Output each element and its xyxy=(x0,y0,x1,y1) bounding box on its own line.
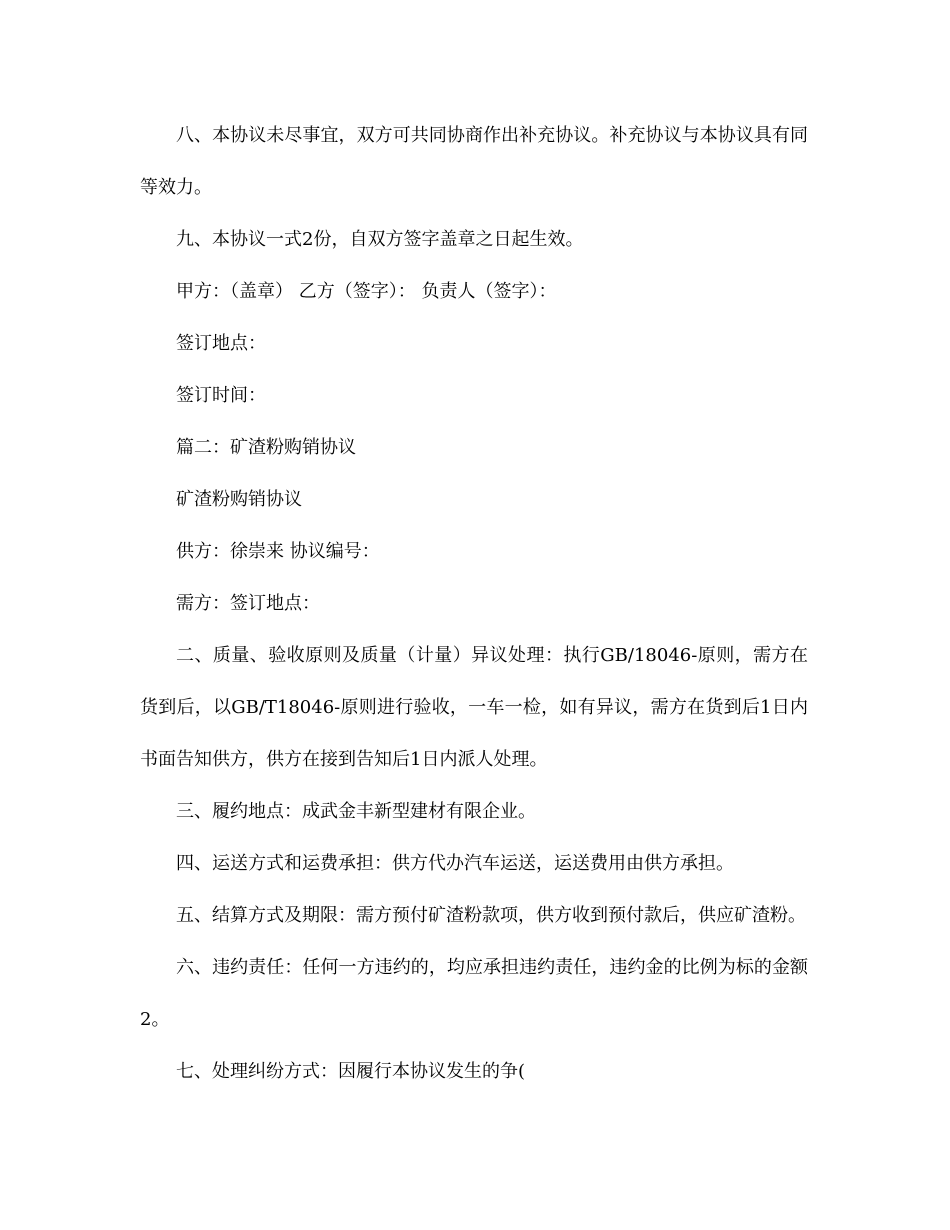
clause-six-paragraph: 六、违约责任：任何一方违约的，均应承担违约责任，违约金的比例为标的金额2。 xyxy=(140,957,808,1030)
clause-seven-paragraph: 七、处理纠纷方式：因履行本协议发生的争( xyxy=(176,1061,526,1082)
clause-three-paragraph: 三、履约地点：成武金丰新型建材有限企业。 xyxy=(176,801,536,822)
signing-time-line: 签订时间： xyxy=(176,385,266,406)
document-page xyxy=(140,110,808,1098)
clause-nine-paragraph: 九、本协议一式2份，自双方签字盖章之日起生效。 xyxy=(176,229,584,250)
signature-line: 甲方：（盖章） 乙方（签字）： 负责人（签字）： xyxy=(176,281,557,302)
clause-four-paragraph: 四、运送方式和运费承担：供方代办汽车运送，运送费用由供方承担。 xyxy=(176,853,734,874)
clause-two-paragraph: 二、质量、验收原则及质量（计量）异议处理：执行GB/18046-原则，需方在货到后，以GB/T18046-原则进行验收，一车一检，如有异议，需方在货到后1日内书面告知供方，供方在接到告知后1日内派人处理。 xyxy=(140,645,808,770)
clause-eight-paragraph: 八、本协议未尽事宜，双方可共同协商作出补充协议。补充协议与本协议具有同等效力。 xyxy=(140,125,808,198)
agreement-title: 矿渣粉购销协议 xyxy=(176,489,302,510)
clause-five-paragraph: 五、结算方式及期限：需方预付矿渣粉款项，供方收到预付款后，供应矿渣粉。 xyxy=(176,905,806,926)
buyer-line: 需方：签订地点： xyxy=(176,593,320,614)
section-two-heading: 篇二：矿渣粉购销协议 xyxy=(176,437,356,458)
signing-place-line: 签订地点： xyxy=(176,333,266,354)
supplier-line: 供方：徐崇来 协议编号： xyxy=(176,541,380,562)
